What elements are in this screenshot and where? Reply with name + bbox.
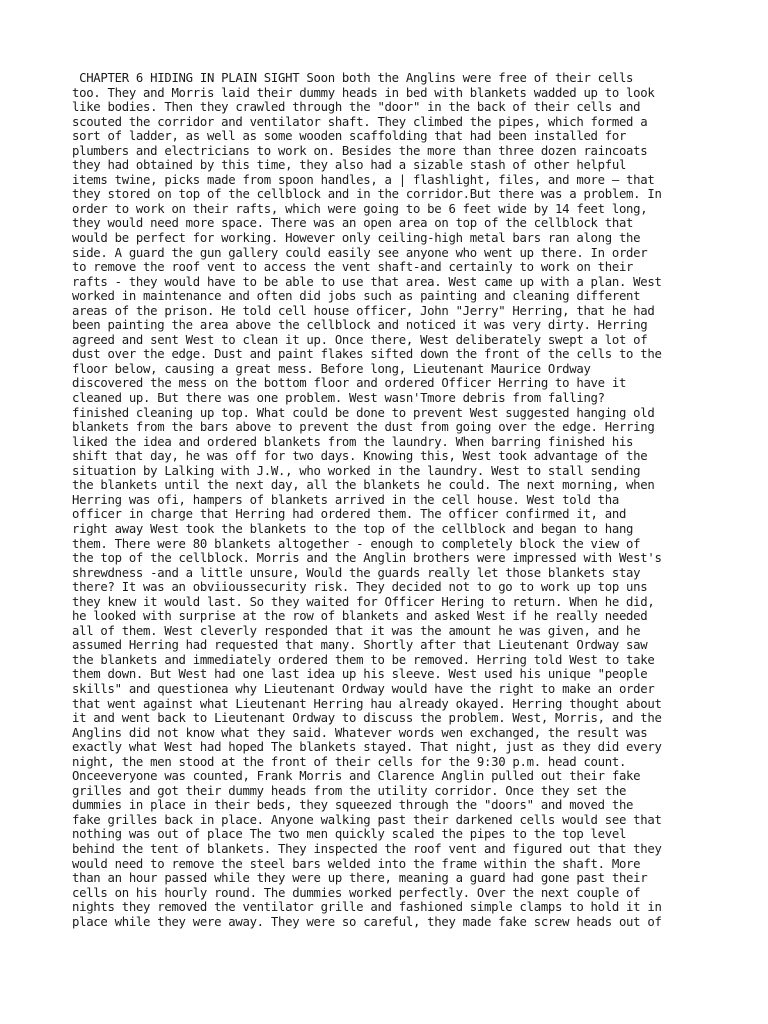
text-line: there? It was an obviioussecurity risk. They decided not to go to work up top uns: [72, 580, 648, 595]
text-line: them. There were 80 blankets altogether - enough to completely block the view of: [72, 536, 641, 551]
text-line: Onceeveryone was counted, Frank Morris and Clarence Anglin pulled out their fake: [72, 769, 641, 784]
text-line: to remove the roof vent to access the vent shaft-and certainly to work on their: [72, 260, 634, 275]
text-line: sort of ladder, as well as some wooden scaffolding that had been installed for: [72, 129, 627, 144]
text-line: skills" and questionea why Lieutenant Ordway would have the right to make an order: [72, 681, 655, 696]
text-line: it and went back to Lieutenant Ordway to discuss the problem. West, Morris, and the: [72, 711, 662, 726]
text-line: shrewdness -and a little unsure, Would the guards really let those blankets stay: [72, 565, 641, 580]
text-line: they knew it would last. So they waited for Officer Hering to return. When he did,: [72, 594, 655, 609]
text-line: scouted the corridor and ventilator shaft. They climbed the pipes, which formed a: [72, 114, 648, 129]
text-line: cells on his hourly round. The dummies worked perfectly. Over the next couple of: [72, 885, 641, 900]
text-line: side. A guard the gun gallery could easily see anyone who went up there. In order: [72, 245, 648, 260]
text-line: he looked with surprise at the row of blankets and asked West if he really needed: [72, 609, 648, 624]
text-line: order to work on their rafts, which were going to be 6 feet wide by 14 feet long,: [72, 201, 648, 216]
text-line: place while they were away. They were so careful, they made fake screw heads out of: [72, 914, 662, 929]
text-line: they had obtained by this time, they also had a sizable stash of other helpful: [72, 158, 627, 173]
text-line: blankets from the bars above to prevent the dust from going over the edge. Herring: [72, 420, 655, 435]
text-line: they would need more space. There was an open area on top of the cellblock that: [72, 216, 634, 231]
text-line: liked the idea and ordered blankets from the laundry. When barring finished his: [72, 434, 634, 449]
text-line: worked in maintenance and often did jobs such as painting and cleaning different: [72, 289, 641, 304]
text-line: situation by Lalking with J.W., who worked in the laundry. West to stall sending: [72, 463, 641, 478]
text-line: discovered the mess on the bottom floor and ordered Officer Herring to have it: [72, 376, 627, 391]
text-line: all of them. West cleverly responded that it was the amount he was given, and he: [72, 623, 641, 638]
text-line: floor below, causing a great mess. Before long, Lieutenant Maurice Ordway: [72, 361, 591, 376]
text-line: nothing was out of place The two men quickly scaled the pipes to the top level: [72, 827, 627, 842]
text-line: fake grilles back in place. Anyone walking past their darkened cells would see that: [72, 812, 662, 827]
text-line: Herring was ofi, hampers of blankets arrived in the cell house. West told tha: [72, 492, 619, 507]
chapter-text: [72, 71, 712, 929]
text-line: grilles and got their dummy heads from the utility corridor. Once they set the: [72, 783, 627, 798]
text-line: too. They and Morris laid their dummy heads in bed with blankets wadded up to look: [72, 85, 655, 100]
text-line: nights they removed the ventilator grille and fashioned simple clamps to hold it in: [72, 900, 662, 915]
text-line: exactly what West had hoped The blankets stayed. That night, just as they did every: [72, 740, 662, 755]
text-line: shift that day, he was off for two days. Knowing this, West took advantage of the: [72, 449, 648, 464]
text-line: the blankets and immediately ordered them to be removed. Herring told West to take: [72, 652, 655, 667]
text-line: night, the men stood at the front of their cells for the 9:30 p.m. head count.: [72, 754, 627, 769]
text-line: would need to remove the steel bars welded into the frame within the shaft. More: [72, 856, 641, 871]
text-line: been painting the area above the cellblock and noticed it was very dirty. Herring: [72, 318, 648, 333]
text-line: behind the tent of blankets. They inspected the roof vent and figured out that they: [72, 841, 662, 856]
text-line: Anglins did not know what they said. Whatever words wen exchanged, the result was: [72, 725, 648, 740]
text-line: CHAPTER 6 HIDING IN PLAIN SIGHT Soon both the Anglins were free of their cells: [72, 71, 634, 85]
text-line: items twine, picks made from spoon handles, a | flashlight, files, and more – that: [72, 172, 655, 187]
text-line: agreed and sent West to clean it up. Once there, West deliberately swept a lot of: [72, 332, 648, 347]
text-line: areas of the prison. He told cell house officer, John "Jerry" Herring, that he had: [72, 303, 655, 318]
text-line: dust over the edge. Dust and paint flakes sifted down the front of the cells to the: [72, 347, 662, 362]
text-line: that went against what Lieutenant Herring hau already okayed. Herring thought about: [72, 696, 662, 711]
text-line: the blankets until the next day, all the blankets he could. The next morning, when: [72, 478, 655, 493]
text-line: than an hour passed while they were up there, meaning a guard had gone past their: [72, 871, 648, 886]
text-line: would be perfect for working. However only ceiling-high metal bars ran along the: [72, 231, 641, 246]
text-line: rafts - they would have to be able to use that area. West came up with a plan. West: [72, 274, 662, 289]
text-line: plumbers and electricians to work on. Besides the more than three dozen raincoats: [72, 143, 648, 158]
text-line: assumed Herring had requested that many. Shortly after that Lieutenant Ordway saw: [72, 638, 648, 653]
text-line: like bodies. Then they crawled through the "door" in the back of their cells and: [72, 100, 641, 115]
text-line: dummies in place in their beds, they squeezed through the "doors" and moved the: [72, 798, 634, 813]
text-line: officer in charge that Herring had ordered them. The officer confirmed it, and: [72, 507, 627, 522]
text-line: them down. But West had one last idea up his sleeve. West used his unique "people: [72, 667, 648, 682]
text-line: right away West took the blankets to the top of the cellblock and began to hang: [72, 521, 634, 536]
text-line: finished cleaning up top. What could be done to prevent West suggested hanging old: [72, 405, 655, 420]
text-line: cleaned up. But there was one problem. West wasn'Tmore debris from falling?: [72, 391, 605, 406]
text-line: they stored on top of the cellblock and in the corridor.But there was a problem. In: [72, 187, 662, 202]
text-line: the top of the cellblock. Morris and the Anglin brothers were impressed with West's: [72, 551, 662, 566]
